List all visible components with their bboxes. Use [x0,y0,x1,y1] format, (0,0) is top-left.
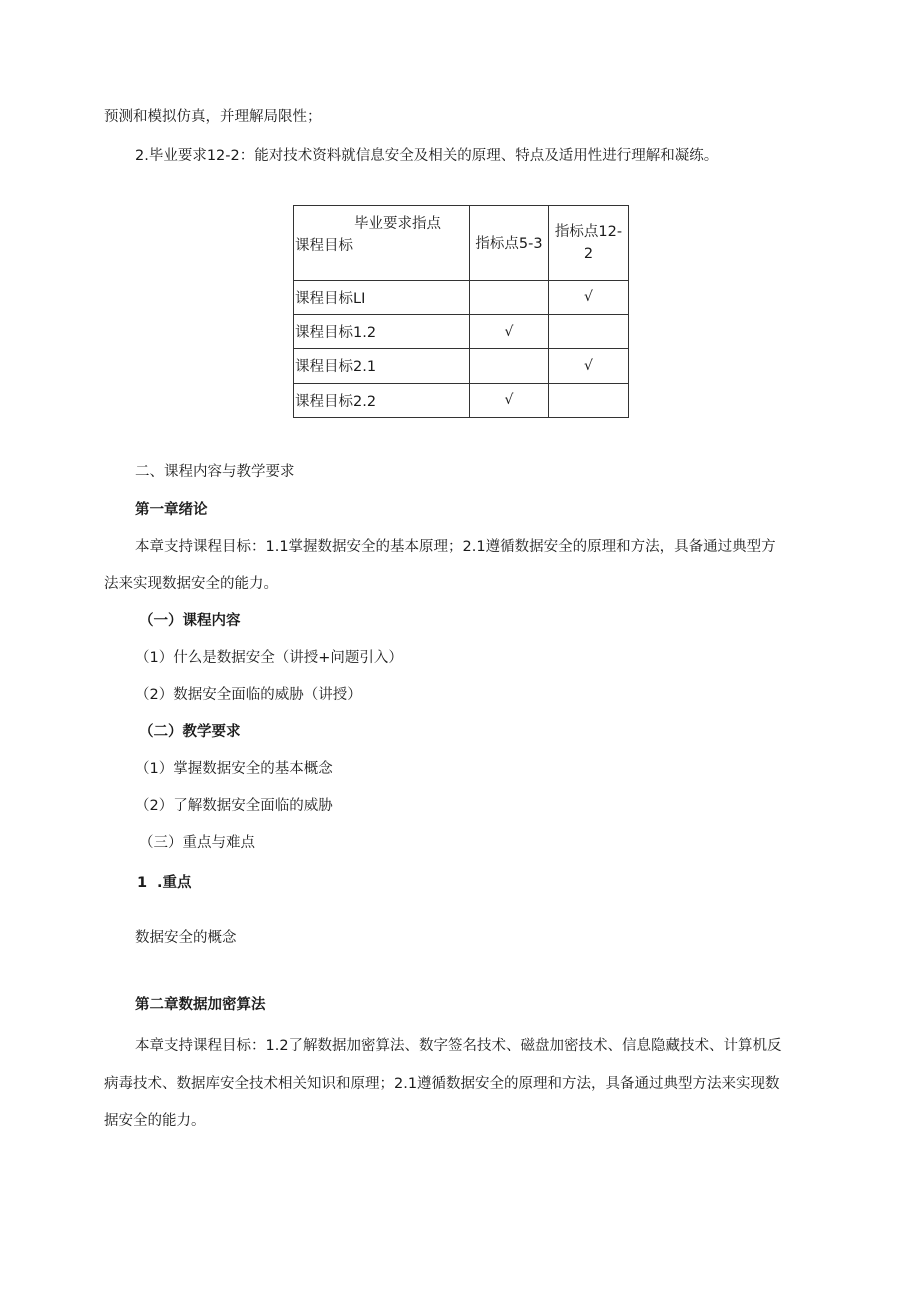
check-cell: √ [549,349,629,383]
list-item: （1）什么是数据安全（讲授+问题引入） [135,650,403,666]
table-row [294,280,629,314]
requirement-12-2: 2.毕业要求12-2：能对技术资料就信息安全及相关的原理、特点及适用性进行理解和凝练。 [135,148,719,164]
key-point-number: 1 [137,875,148,891]
check-cell [549,315,629,349]
chapter1-support-line2: 法来实现数据安全的能力。 [104,576,278,592]
check-cell [470,280,549,314]
chapter2-support-line2: 病毒技术、数据库安全技术相关知识和原理；2.1遵循数据安全的原理和方法，具备通过典型方法来实现数 [104,1076,780,1092]
check-cell: √ [470,383,549,417]
matrix-header-col2-line1: 指标点12- [554,223,623,240]
table-row [294,349,629,383]
row-label: 课程目标LI [294,280,470,314]
chapter2-title: 第二章数据加密算法 [135,997,266,1013]
chapter2-support-line3: 据安全的能力。 [104,1113,206,1129]
check-cell: √ [549,280,629,314]
objective-requirement-matrix [293,205,629,418]
intro-continuation: 预测和模拟仿真，并理解局限性； [104,109,322,125]
check-cell [549,383,629,417]
table-row [294,315,629,349]
chapter1-title: 第一章绪论 [135,502,208,518]
check-cell: √ [470,315,549,349]
matrix-header-col1: 指标点5-3 [470,206,549,281]
chapter1-support-line1: 本章支持课程目标：1.1掌握数据安全的基本原理；2.1遵循数据安全的原理和方法，具备通过典型方 [135,539,776,555]
matrix-header-col2-line2: 2 [583,245,594,262]
matrix-header-objective: 课程目标 [295,238,353,255]
row-label: 课程目标1.2 [294,315,470,349]
matrix-header-row [294,206,629,281]
list-item: （2）数据安全面临的威胁（讲授） [135,687,362,703]
check-cell [470,349,549,383]
list-item: （2）了解数据安全面临的威胁 [135,798,333,814]
list-item: （1）掌握数据安全的基本概念 [135,761,333,777]
chapter1-key-heading: （三）重点与难点 [139,835,255,851]
matrix-corner-cell [294,206,470,281]
table-row [294,383,629,417]
matrix-header-requirement: 毕业要求指点 [354,216,441,233]
key-point-label: .重点 [157,875,192,891]
section-title: 二、课程内容与教学要求 [135,464,295,480]
chapter2-support-line1: 本章支持课程目标：1.2了解数据加密算法、数字签名技术、磁盘加密技术、信息隐藏技术、计算机反 [135,1038,782,1054]
row-label: 课程目标2.1 [294,349,470,383]
chapter1-content-heading: （一）课程内容 [139,613,241,629]
key-point-text: 数据安全的概念 [135,930,237,946]
matrix-header-col2 [549,206,629,281]
row-label: 课程目标2.2 [294,383,470,417]
chapter1-requirements-heading: （二）教学要求 [139,724,241,740]
